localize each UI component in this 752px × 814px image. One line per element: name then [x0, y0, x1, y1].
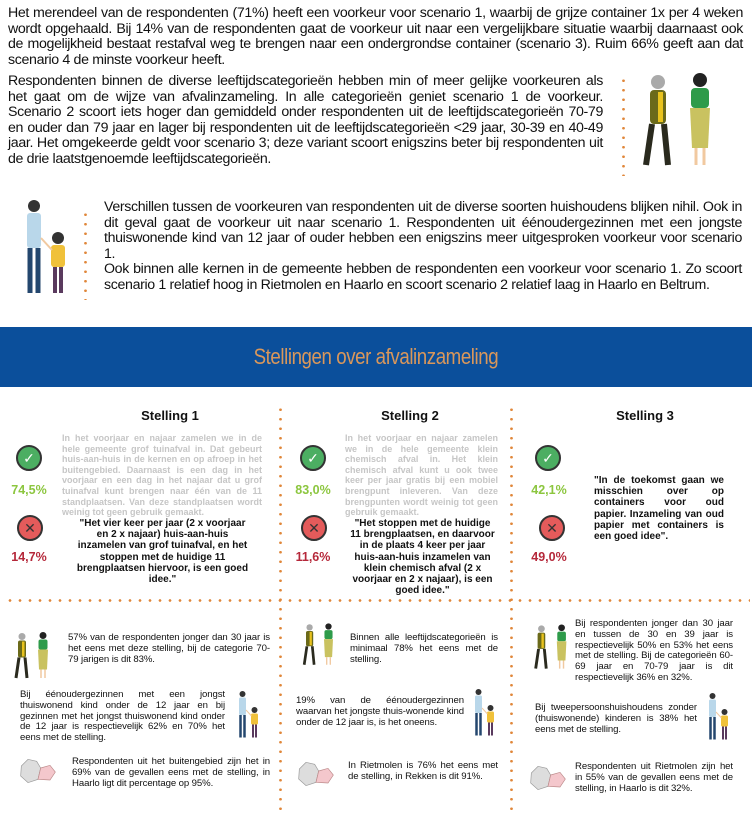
stelling-3-note-region: Respondenten uit Rietmolen zijn het in 55% van de gevallen eens met de stelling, in Haarlo is dit 32%.: [575, 761, 733, 794]
parent-child-illustration: [700, 692, 735, 742]
intro-paragraph-3: Verschillen tussen de voorkeuren van respondenten uit de diverse soorten huishoudens blijken nihil. Ook in dit geval gaat de voorkeur uit naar scenario 1. Respondenten uit éénoudergezinnen met een jongste thuiswonende kind van 12 jaar of ouder hebben een enigszins meer uitgesproken voorkeur voor scenario 1.: [104, 199, 742, 262]
stelling-2-title: Stelling 2: [381, 408, 439, 423]
elderly-couple-illustration: [528, 612, 576, 682]
parent-child-illustration: [466, 688, 501, 738]
elderly-couple-illustration: [297, 612, 342, 677]
check-icon: ✓: [535, 445, 561, 471]
dotted-divider: [622, 76, 625, 176]
stelling-2-note-age: Binnen alle leeftijdscategorieën is minimaal 78% het eens met de stelling.: [350, 632, 498, 665]
agree-percentage: 42,1%: [531, 483, 567, 497]
agree-percentage: 83,0%: [295, 483, 331, 497]
check-icon: ✓: [16, 445, 42, 471]
stelling-2-note-household: 19% van de éénoudergezinnen waarvan het jongste thuis-wonende kind onder de 12 jaar is, is het oneens.: [296, 695, 464, 728]
cross-icon: ✕: [301, 515, 327, 541]
stelling-3-note-household: Bij tweepersoonshuishoudens zonder (thuiswonende) kinderen is 38% het eens met de stelling.: [535, 702, 697, 735]
stelling-1-note-region: Respondenten uit het buitengebied zijn het in 69% van de gevallen eens met de stelling, in Haarlo ligt dit percentage op 95%.: [72, 756, 270, 789]
disagree-percentage: 49,0%: [531, 550, 567, 564]
check-icon: ✓: [300, 445, 326, 471]
row-divider: [5, 599, 750, 602]
intro-paragraph-4: Ook binnen alle kernen in de gemeente hebben de respondenten een voorkeur voor scenario 1. Zo scoort scenario 1 relatief hoog in Rietmolen en Haarlo en scoort scenario 2 relatief laag in Haarlo en Beltrum.: [104, 261, 742, 293]
disagree-percentage: 11,6%: [295, 550, 331, 564]
stelling-3-quote: "In de toekomst gaan we misschien over op containers voor oud papier. Inzameling van oud papier met containers is een goed idee".: [594, 475, 724, 543]
stelling-2-quote: "Het stoppen met de huidige 11 brengplaatsen, en daarvoor in de plaats 4 keer per jaar huis-aan-huis inzamelen van klein chemisch afval (2 x voorjaar en 2 x najaar), is een goed idee.": [350, 518, 495, 597]
elderly-couple-illustration: [8, 618, 58, 693]
intro-paragraph-1: Het merendeel van de respondenten (71%) heeft een voorkeur voor scenario 1, waarbij de grijze container 1x per 4 weken wordt opgehaald. Bij 14% van de respondenten gaat de voorkeur uit naar een vergelijkbare situatie waarbij daarnaast ook de mogelijkheid bestaat restafval weg te brengen naar een ondergrondse container (scenario 3). Ruim 66% geeft aan dat scenario 4 de minste voorkeur heeft.: [8, 5, 743, 68]
cross-icon: ✕: [539, 515, 565, 541]
disagree-percentage: 14,7%: [11, 550, 47, 564]
municipality-map-icon: [528, 762, 568, 794]
stelling-1-context: In het voorjaar en najaar zamelen we in de hele gemeente grof tuinafval in. Dat gebeurt huis-aan-huis in de kernen en op afroep in het buitengebied. Daarnaast is een dag in het voorjaar en een dag in het najaar dat u grof tuinafval kunt brengen naar één van de 11 standplaatsen. Van deze standplaatsen wordt weinig tot geen gebruik gemaakt.: [62, 433, 262, 518]
dotted-divider: [84, 210, 87, 300]
parent-child-illustration: [14, 198, 74, 298]
stelling-3-title: Stelling 3: [616, 408, 674, 423]
stelling-3-note-age: Bij respondenten jonger dan 30 jaar en tussen de 30 en 39 jaar is respectievelijk 50% en 53% het eens met de stelling. Bij de categorieën 60-69 jaar en 70-79 jaar is dit respectievelijk 36% en 32%.: [575, 618, 733, 683]
municipality-map-icon: [296, 758, 336, 790]
column-divider: [510, 405, 513, 810]
stelling-2-context: In het voorjaar en najaar zamelen we in de hele gemeente klein chemisch afval in. Het klein chemisch afval kunt u ook twee keer per jaar gratis bij een mobiel brengpunt inleveren. Van deze brengpunten wordt weinig tot geen gebruik gemaakt.: [345, 433, 498, 518]
section-banner: [0, 327, 752, 387]
stelling-1-note-age: 57% van de respondenten jonger dan 30 jaar is het eens met deze stelling, bij de categorie 70-79 jarigen is dit 83%.: [68, 632, 270, 665]
column-divider: [279, 405, 282, 810]
stelling-1-quote: "Het vier keer per jaar (2 x voorjaar en 2 x najaar) huis-aan-huis inzamelen van grof tuinafval, en het stoppen met de huidige 11 brengplaatsen hiervoor, is een goed idee.": [76, 518, 249, 586]
agree-percentage: 74,5%: [11, 483, 47, 497]
stelling-1-note-household: Bij éénoudergezinnen met een jongst thuiswonend kind onder de 12 jaar en bij gezinnen met het jongst thuiswonend kind onder de 12 jaar is respectievelijk 62% en 70% het eens met de stelling.: [20, 689, 225, 744]
section-title: Stellingen over afvalinzameling: [253, 344, 499, 369]
municipality-map-icon: [18, 755, 58, 787]
cross-icon: ✕: [17, 515, 43, 541]
stelling-1-title: Stelling 1: [141, 408, 199, 423]
elderly-couple-illustration: [630, 70, 730, 170]
stelling-2-note-region: In Rietmolen is 76% het eens met de stelling, in Rekken is dit 91%.: [348, 760, 498, 782]
intro-paragraph-2: Respondenten binnen de diverse leeftijdscategorieën hebben min of meer gelijke voorkeuren als het gaat om de wijze van afvalinzameling. In alle categorieën geniet scenario 1 de voorkeur. Scenario 2 scoort iets hoger dan gemiddeld onder respondenten uit de leeftijdscategorieën 70-79 en ouder dan 79 jaar en lager bij respondenten uit de leeftijdscategorieën <29 jaar, 30-39 en 40-49 jaar. Het omgekeerde geldt voor scenario 3; deze variant scoort enigszins beter bij respondenten uit de drie laatstgenoemde leeftijdscategorieën.: [8, 73, 603, 167]
parent-child-illustration: [230, 690, 265, 740]
